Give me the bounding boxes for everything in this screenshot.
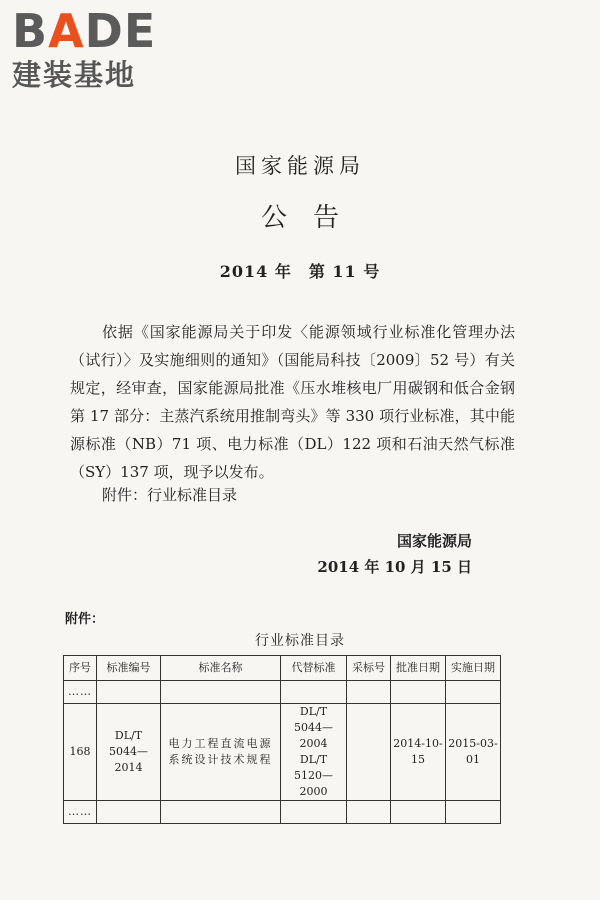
issuing-agency: 国家能源局 [235,154,365,178]
signature-org: 国家能源局 [396,532,472,550]
ellipsis-cell: …… [64,801,97,824]
col-header-implementation-date: 实施日期 [446,656,501,681]
document-number: 2014 年 第 11 号 [219,262,381,281]
signature-date: 2014 年 10 月 15 日 [317,558,472,576]
standards-table [63,655,501,824]
cell-code: DL/T 5044—2014 [97,704,161,801]
table-title: 行业标准目录 [255,633,345,649]
announcement-body: 依据《国家能源局关于印发〈能源领域行业标准化管理办法（试行）〉及实施细则的通知》（国能局科技〔2009〕52 号）有关规定，经审查，国家能源局批准《压水堆核电厂用碳钢和低合金钢第 17 部分：主蒸汽系统用推制弯头》等 330 项行业标准，其中能源标准（NB）71 项、电力标准（DL）122 项和石油天然气标准（SY）137 项，现予以发布。 [70,323,515,481]
col-header-replaces: 代替标准 [281,656,347,681]
table-row-ellipsis [64,801,501,824]
document-title: 公告 [260,203,365,233]
table-header-row [64,656,501,681]
cell-implementation-date: 2015-03-01 [446,704,501,801]
cell-seq: 168 [64,704,97,801]
attachment-reference: 附件：行业标准目录 [102,486,238,504]
cell-replaces: DL/T 5044—2004 DL/T 5120—2000 [281,704,347,801]
table-row [64,704,501,801]
table-row-ellipsis [64,681,501,704]
col-header-name: 标准名称 [161,656,281,681]
logo-accent-letter: A [48,4,85,58]
cell-name: 电力工程直流电源 系统设计技术规程 [161,704,281,801]
col-header-adopted: 采标号 [347,656,391,681]
col-header-code: 标准编号 [97,656,161,681]
logo-wordmark: BADE [12,4,157,58]
ellipsis-cell: …… [64,681,97,704]
col-header-seq: 序号 [64,656,97,681]
logo-subtitle: 建装基地 [12,58,137,92]
col-header-approval-date: 批准日期 [391,656,446,681]
logo [12,6,182,92]
attachment-label: 附件： [65,612,105,627]
cell-approval-date: 2014-10-15 [391,704,446,801]
cell-adopted [347,704,391,801]
